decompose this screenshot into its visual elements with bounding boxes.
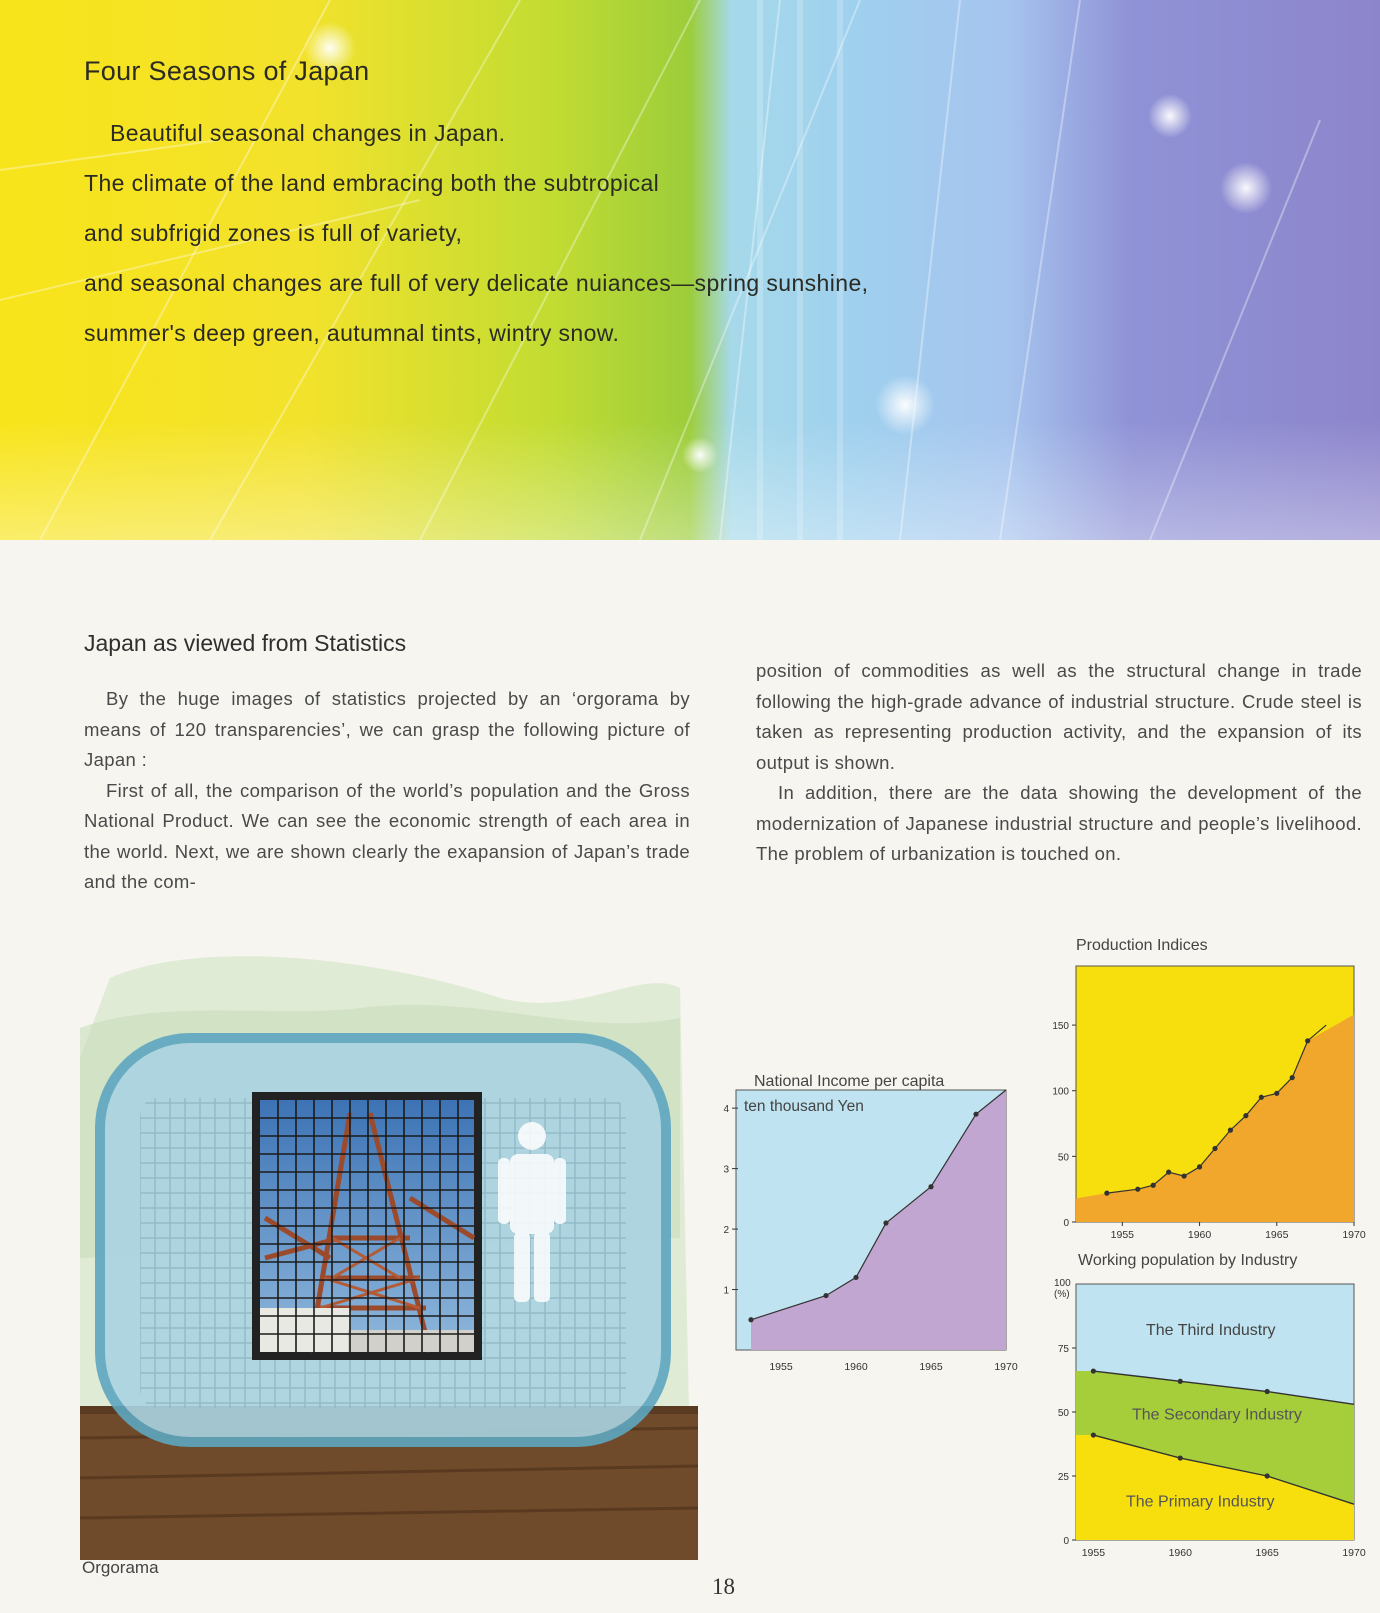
data-point — [1274, 1091, 1279, 1096]
series-label-third: The Third Industry — [1146, 1322, 1276, 1340]
banner-line: The climate of the land embracing both the subtropical — [84, 170, 660, 196]
series-label-secondary: The Secondary Industry — [1132, 1406, 1302, 1424]
national-income-chart — [723, 1090, 1020, 1400]
banner-line: summer's deep green, autumnal tints, wintry snow. — [84, 320, 620, 346]
y-tick-label: 50 — [1057, 1408, 1069, 1419]
x-tick-label: 1960 — [844, 1361, 868, 1373]
x-tick-label: 1960 — [1187, 1229, 1212, 1241]
y-tick-label: 50 — [1057, 1152, 1069, 1164]
data-point — [1228, 1128, 1233, 1133]
data-point — [1243, 1113, 1248, 1118]
y-tick-label: 2 — [723, 1225, 729, 1237]
x-tick-label: 1965 — [1255, 1547, 1279, 1559]
section-title: Japan as viewed from Statistics — [84, 630, 407, 656]
y-max-label: 100 — [1054, 1278, 1071, 1289]
x-tick-label: 1970 — [1342, 1547, 1366, 1559]
x-tick-label: 1970 — [1342, 1229, 1366, 1241]
data-point — [1178, 1379, 1183, 1384]
data-point — [1265, 1473, 1270, 1478]
y-tick-label: 150 — [1052, 1021, 1069, 1033]
x-tick-label: 1970 — [994, 1361, 1018, 1373]
data-point — [973, 1112, 978, 1117]
data-point — [1178, 1455, 1183, 1460]
working-population-chart — [1036, 1272, 1366, 1572]
text-column-left — [84, 684, 690, 898]
data-point — [1166, 1170, 1171, 1175]
banner-line: and subfrigid zones is full of variety, — [84, 220, 463, 246]
banner-line: and seasonal changes are full of very delicate nuiances—spring sunshine, — [84, 270, 869, 296]
x-tick-label: 1955 — [1110, 1229, 1135, 1241]
data-point — [1305, 1038, 1310, 1043]
y-tick-label: 1 — [723, 1285, 729, 1297]
data-point — [1212, 1146, 1217, 1151]
x-tick-label: 1965 — [1265, 1229, 1289, 1241]
banner-title: Four Seasons of Japan — [84, 56, 370, 86]
data-point — [853, 1275, 858, 1280]
y-tick-label: 75 — [1057, 1344, 1069, 1355]
y-unit-label: ten thousand Yen — [744, 1098, 864, 1115]
four-seasons-banner — [0, 0, 1380, 540]
page-number: 18 — [712, 1574, 735, 1599]
income-chart-title: National Income per capita — [754, 1073, 945, 1090]
data-point — [823, 1293, 828, 1298]
data-point — [1091, 1432, 1096, 1437]
data-point — [1104, 1191, 1109, 1196]
data-point — [1265, 1389, 1270, 1394]
paragraph: position of commodities as well as the structural change in trade following the high-grade advance of industrial structure. Crude steel is taken as representing production activity, and the expansion of its output is shown. — [756, 660, 1362, 773]
working-population-chart-title: Working population by Industry — [1078, 1252, 1298, 1269]
paragraph: In addition, there are the data showing the development of the modernization of Japanese industrial structure and people’s livelihood. The problem of urbanization is touched on. — [756, 782, 1362, 864]
series-label-primary: The Primary Industry — [1126, 1493, 1275, 1511]
paragraph: First of all, the comparison of the world’s population and the Gross National Product. We can see the economic strength of each area in the world. Next, we are shown clearly the exapansion of Japan’s trade and the com- — [84, 779, 690, 892]
x-tick-label: 1955 — [769, 1361, 793, 1373]
data-point — [1135, 1187, 1140, 1192]
y-tick-label: 0 — [1063, 1218, 1069, 1229]
data-point — [1290, 1075, 1295, 1080]
data-point — [1151, 1183, 1156, 1188]
data-point — [928, 1184, 933, 1189]
x-tick-label: 1960 — [1168, 1547, 1192, 1559]
y-tick-label: 4 — [723, 1104, 729, 1116]
y-tick-label: 25 — [1057, 1472, 1069, 1483]
x-tick-label: 1965 — [919, 1361, 943, 1373]
data-point — [1259, 1095, 1264, 1100]
production-indices-chart — [1036, 958, 1366, 1258]
orgorama-caption: Orgorama — [82, 1558, 159, 1577]
y-tick-label: 100 — [1052, 1086, 1069, 1098]
production-chart-title: Production Indices — [1076, 937, 1208, 954]
y-unit-label: (%) — [1054, 1289, 1070, 1300]
data-point — [1091, 1368, 1096, 1373]
data-point — [883, 1220, 888, 1225]
text-column-right — [756, 656, 1362, 870]
y-tick-label: 0 — [1063, 1536, 1069, 1547]
orgorama-illustration — [80, 938, 698, 1560]
data-point — [1197, 1164, 1202, 1169]
y-tick-label: 3 — [723, 1164, 729, 1176]
data-point — [748, 1317, 753, 1322]
paragraph: By the huge images of statistics projected by an ‘orgorama by means of 120 transparencies’, we can grasp the following picture of Japan : — [84, 688, 690, 770]
data-point — [1182, 1173, 1187, 1178]
x-tick-label: 1955 — [1081, 1547, 1106, 1559]
banner-line: Beautiful seasonal changes in Japan. — [110, 120, 506, 146]
